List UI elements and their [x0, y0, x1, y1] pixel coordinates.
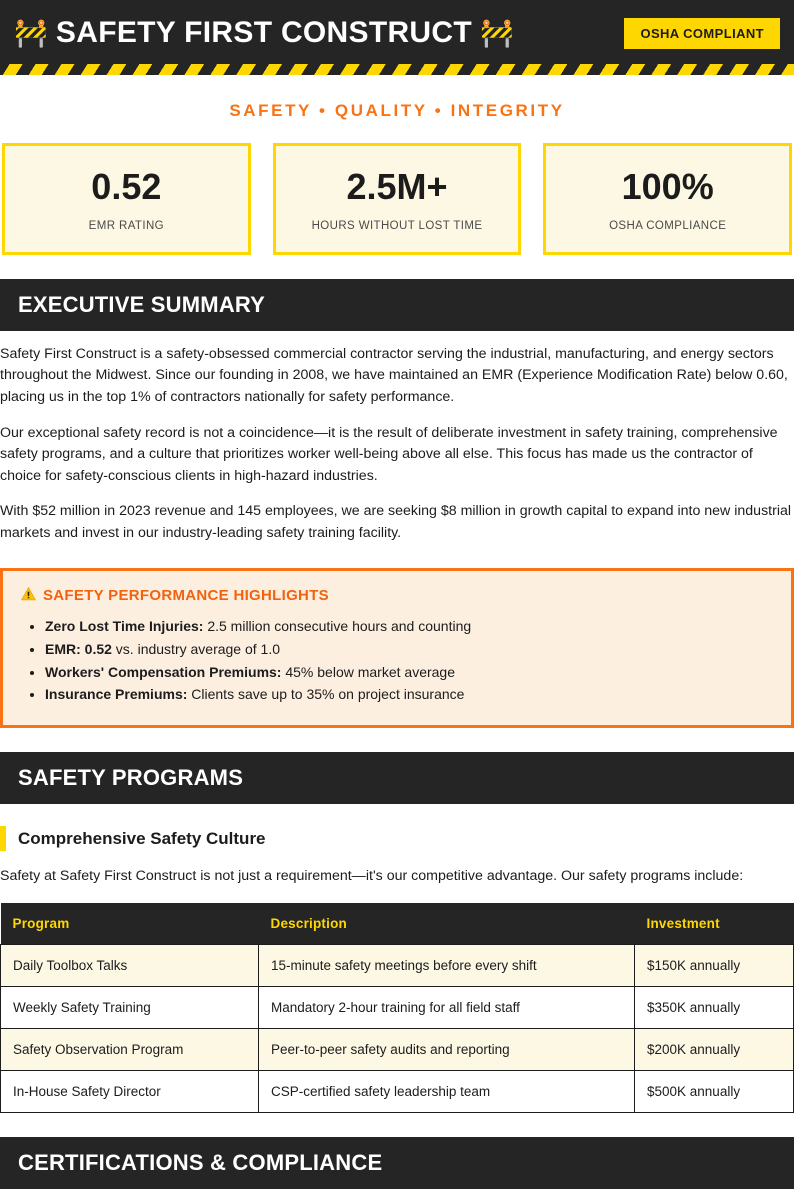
list-item-detail: vs. industry average of 1.0: [111, 641, 281, 658]
safety-programs-table: [0, 903, 794, 1113]
list-item-detail: 45% below market average: [281, 663, 456, 680]
section-header-certifications: CERTIFICATIONS & COMPLIANCE: [0, 1137, 794, 1189]
stat-card-hours: [273, 143, 522, 255]
executive-summary-body: [0, 344, 794, 545]
cell-program: Daily Toolbox Talks: [1, 945, 259, 987]
cell-program: In-House Safety Director: [1, 1071, 259, 1113]
cell-program: Weekly Safety Training: [1, 987, 259, 1029]
subheading-text: Comprehensive Safety Culture: [18, 828, 266, 848]
list-item-detail: 2.5 million consecutive hours and counting: [203, 618, 472, 635]
list-item-term: EMR: 0.52: [45, 641, 112, 658]
cell-investment: $150K annually: [635, 945, 794, 987]
stat-value: 0.52: [91, 166, 162, 207]
list-item-detail: Clients save up to 35% on project insurance: [187, 686, 465, 703]
warning-triangle-icon: [21, 587, 36, 604]
stat-value: 2.5M+: [346, 166, 448, 207]
highlights-list: [21, 616, 773, 706]
list-item-term: Zero Lost Time Injuries:: [45, 618, 204, 635]
hazard-stripe-divider: [0, 64, 794, 75]
list-item: [45, 684, 773, 706]
construction-barrier-icon: 🚧: [479, 17, 514, 48]
stat-label: OSHA COMPLIANCE: [609, 219, 727, 232]
cell-investment: $350K annually: [635, 987, 794, 1029]
column-header-description: Description: [259, 903, 635, 945]
stat-card-osha: [543, 143, 792, 255]
table-row: [1, 987, 794, 1029]
paragraph: Our exceptional safety record is not a coincidence—it is the result of deliberate investment in safety training, comprehensive safety programs, and a culture that prioritizes worker well-being above all else. This focus has made us the contractor of choice for safety-conscious clients in high-hazard industries.: [0, 424, 778, 484]
table-row: [1, 1029, 794, 1071]
callout-title-text: SAFETY PERFORMANCE HIGHLIGHTS: [43, 587, 329, 605]
accent-bar: [0, 826, 6, 851]
list-item: [45, 616, 773, 638]
cell-investment: $200K annually: [635, 1029, 794, 1071]
stat-value: 100%: [621, 166, 714, 207]
safety-highlights-callout: [0, 568, 794, 728]
list-item-term: Workers' Compensation Premiums:: [45, 663, 282, 680]
brand-lockup: [14, 16, 514, 50]
safety-programs-lead: Safety at Safety First Construct is not just a requirement—it's our competitive advantage. Our safety programs include:: [0, 868, 744, 885]
stat-label: EMR RATING: [88, 219, 164, 232]
cell-program: Safety Observation Program: [1, 1029, 259, 1071]
callout-title-row: [21, 587, 773, 604]
list-item: [45, 639, 773, 661]
section-header-safety-programs: SAFETY PROGRAMS: [0, 752, 794, 804]
subheading-safety-culture: [0, 826, 794, 851]
cell-description: Peer-to-peer safety audits and reporting: [259, 1029, 635, 1071]
column-header-program: Program: [1, 903, 259, 945]
list-item: [45, 662, 773, 684]
osha-compliant-badge: OSHA COMPLIANT: [624, 18, 780, 49]
paragraph: With $52 million in 2023 revenue and 145 employees, we are seeking $8 million in growth capital to expand into new industrial markets and invest in our industry-leading safety training facility.: [0, 503, 792, 541]
table-row: [1, 945, 794, 987]
cell-description: 15-minute safety meetings before every shift: [259, 945, 635, 987]
column-header-investment: Investment: [635, 903, 794, 945]
page-header: [0, 0, 794, 64]
construction-barrier-icon: 🚧: [14, 17, 48, 48]
table-row: [1, 1071, 794, 1113]
table-header-row: [1, 903, 794, 945]
cell-description: CSP-certified safety leadership team: [259, 1071, 635, 1113]
cell-description: Mandatory 2-hour training for all field staff: [259, 987, 635, 1029]
stat-label: HOURS WITHOUT LOST TIME: [311, 219, 483, 232]
cell-investment: $500K annually: [635, 1071, 794, 1113]
company-name: SAFETY FIRST CONSTRUCT: [55, 16, 472, 49]
stat-card-emr: [2, 143, 251, 255]
list-item-term: Insurance Premiums:: [45, 686, 188, 703]
paragraph: Safety First Construct is a safety-obsessed commercial contractor serving the industrial, manufacturing, and energy sectors throughout the Midwest. Since our founding in 2008, we have maintained an EMR (Experience Modification Rate) below 0.60, placing us in the top 1% of contractors nationally for safety performance.: [0, 345, 788, 405]
company-tagline: SAFETY • QUALITY • INTEGRITY: [229, 101, 565, 120]
key-metrics-row: [0, 143, 794, 255]
section-header-executive-summary: EXECUTIVE SUMMARY: [0, 279, 794, 331]
